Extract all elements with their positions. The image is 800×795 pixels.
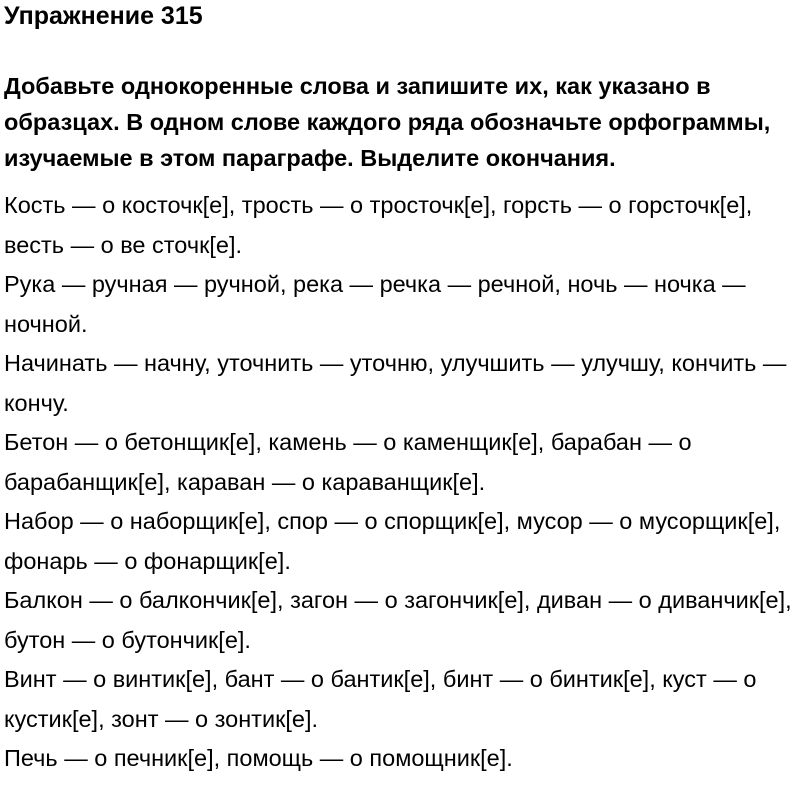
answer-line-beton: Бетон — о бетонщик[е], камень — о каменщик[е], барабан — о барабанщик[е], караван — о караванщик[е].: [4, 429, 692, 495]
answer-list: [4, 186, 794, 779]
answer-line-nabor: Набор — о наборщик[е], спор — о спорщик[е], мусор — о мусорщик[е], фонарь — о фонарщик[е].: [4, 508, 781, 574]
answer-line-balkon: Балкон — о балкончик[е], загон — о загончик[е], диван — о диванчик[е], бутон — о бутончик[е].: [4, 587, 792, 653]
exercise-task: Добавьте однокоренные слова и запишите их, как указано в образцах. В одном слове каждого ряда обозначьте орфограммы, изучаемые в этом параграфе. Выделите окончания.: [4, 73, 771, 171]
answer-line-kost: Кость — о косточк[е], трость — о тросточк[е], горсть — о горсточк[е], весть — о ве сточк[е].: [4, 192, 753, 258]
exercise-title: Упражнение 315: [4, 2, 203, 30]
answer-line-vint: Винт — о винтик[е], бант — о бантик[е], бинт — о бинтик[е], куст — о кустик[е], зонт — о зонтик[е].: [4, 666, 757, 732]
answer-line-pech: Печь — о печник[е], помощь — о помощник[е].: [4, 745, 513, 771]
answer-line-nachinat: Начинать — начну, уточнить — уточню, улучшить — улучшу, кончить — кончу.: [4, 350, 787, 416]
answer-line-ruka: Рука — ручная — ручной, река — речка — речной, ночь — ночка — ночной.: [4, 271, 746, 337]
